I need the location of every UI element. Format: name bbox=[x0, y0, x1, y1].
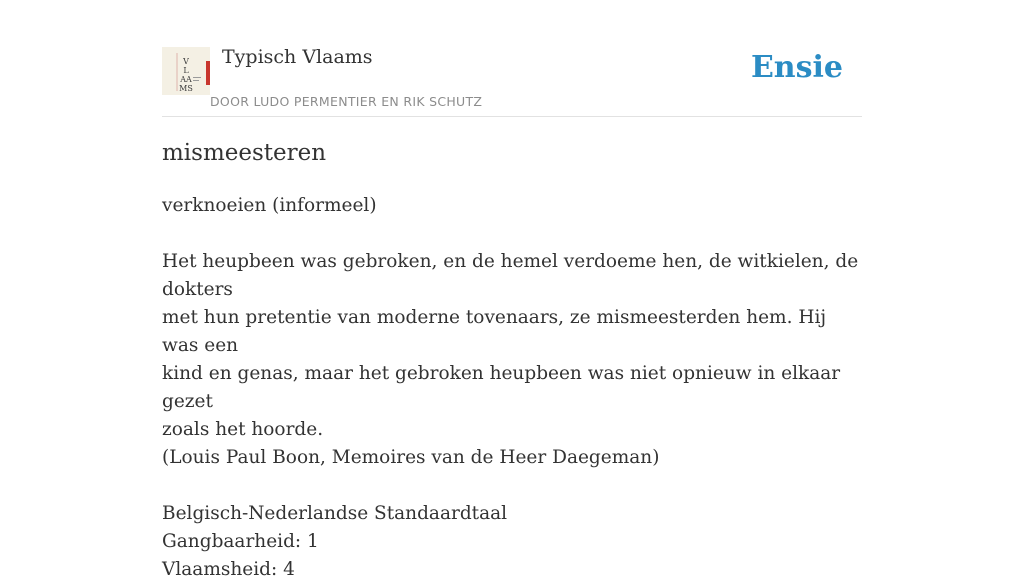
svg-text:L: L bbox=[183, 66, 189, 75]
svg-text:V: V bbox=[183, 57, 189, 66]
example-line: met hun pretentie van moderne tovenaars, ze mismeesterden hem. Hij was een bbox=[162, 307, 827, 356]
svg-text:AA: AA bbox=[180, 75, 192, 84]
svg-text:MS: MS bbox=[179, 84, 193, 93]
spacer bbox=[162, 220, 862, 248]
vlaamsheid-rating: Vlaamsheid: 4 bbox=[162, 559, 295, 580]
example-line: Het heupbeen was gebroken, en de hemel verdoeme hen, de witkielen, de dokters bbox=[162, 251, 859, 300]
author-byline: DOOR LUDO PERMENTIER EN RIK SCHUTZ bbox=[210, 94, 483, 109]
language-register: Belgisch-Nederlandse Standaardtaal bbox=[162, 503, 508, 524]
gangbaarheid-rating: Gangbaarheid: 1 bbox=[162, 531, 319, 552]
blog-header bbox=[162, 0, 862, 117]
entry-term: mismeesteren bbox=[162, 140, 327, 166]
page-container bbox=[162, 0, 862, 580]
blog-title[interactable]: Typisch Vlaams bbox=[222, 46, 373, 68]
typisch-vlaams-book-cover-icon[interactable] bbox=[162, 47, 210, 95]
example-line: kind en genas, maar het gebroken heupbeen was niet opnieuw in elkaar gezet bbox=[162, 363, 841, 412]
ensie-brand-link[interactable]: Ensie bbox=[750, 50, 843, 85]
example-source: (Louis Paul Boon, Memoires van de Heer Daegeman) bbox=[162, 447, 660, 468]
entry-definition: verknoeien (informeel) bbox=[162, 195, 377, 216]
spacer bbox=[162, 472, 862, 500]
entry-content bbox=[162, 192, 862, 584]
example-line: zoals het hoorde. bbox=[162, 419, 324, 440]
